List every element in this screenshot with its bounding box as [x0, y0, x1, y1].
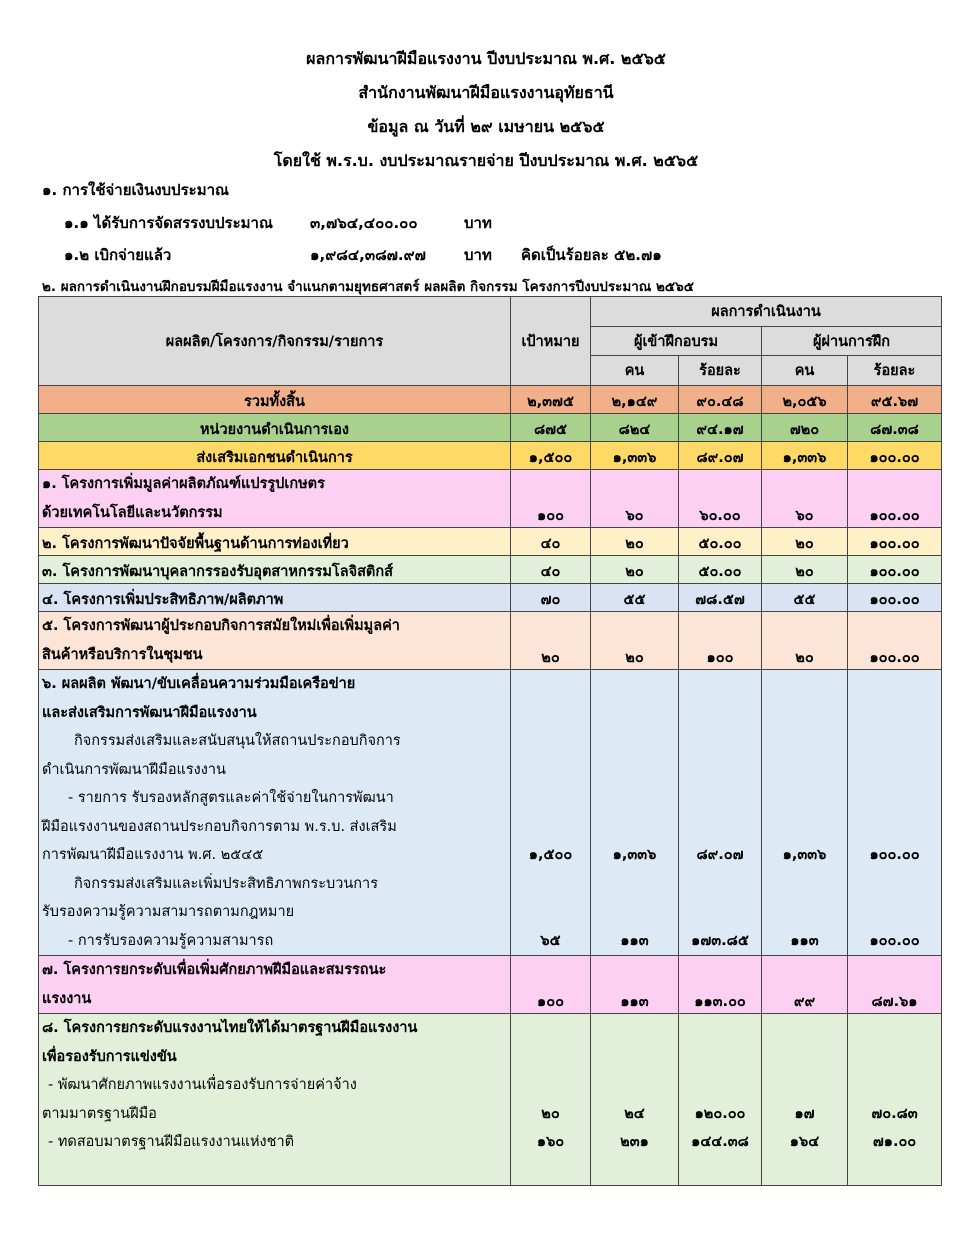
cell-trainees: ๘๒๔ — [591, 414, 679, 442]
cell-trainees-percent — [679, 670, 762, 956]
row-label-line: และส่งเสริมการพัฒนาฝีมือแรงงาน — [42, 704, 257, 721]
cell-value: ๑,๓๓๖ — [782, 847, 827, 863]
cell-target: ๑,๕๐๐ — [511, 442, 591, 470]
row-label-line: แรงงาน — [42, 990, 92, 1007]
header-passed-persons: คน — [762, 356, 848, 386]
header-trainees: ผู้เข้าฝึกอบรม — [591, 327, 762, 356]
cell-trainees-percent: ๙๐.๔๘ — [679, 386, 762, 414]
cell-trainees-percent — [679, 1014, 762, 1186]
row-label — [39, 1014, 511, 1186]
cell-trainees: ๒๐ — [591, 556, 679, 584]
cell-trainees: ๒๐ — [591, 612, 679, 670]
cell-passed: ๒,๐๕๖ — [762, 386, 848, 414]
cell-passed-percent: ๑๐๐.๐๐ — [848, 556, 942, 584]
data-date: ข้อมูล ณ วันที่ ๒๙ เมษายน ๒๕๖๕ — [367, 117, 605, 136]
table-row-project-2 — [39, 528, 942, 556]
cell-passed: ๙๙ — [762, 956, 848, 1014]
cell-trainees-percent: ๕๐.๐๐ — [679, 528, 762, 556]
row-label: ๓. โครงการพัฒนาบุคลากรรองรับอุตสาหกรรมโลจิสติกส์ — [39, 556, 511, 584]
row-label-line: เพื่อรองรับการแข่งขัน — [42, 1048, 177, 1065]
allocated-value: ๓,๗๖๔,๔๐๐.๐๐ — [310, 214, 418, 232]
cell-value: ๗๑.๐๐ — [872, 1134, 917, 1150]
cell-value: ๘๙.๐๗ — [696, 847, 744, 863]
row-label-line: ฝีมือแรงงานของสถานประกอบกิจการตาม พ.ร.บ. ส่งเสริม — [42, 818, 397, 835]
cell-passed: ๒๐ — [762, 612, 848, 670]
header-target: เป้าหมาย — [511, 297, 591, 386]
row-label — [39, 956, 511, 1014]
cell-value: ๑,๕๐๐ — [528, 847, 573, 863]
cell-passed: ๑,๓๓๖ — [762, 442, 848, 470]
row-label-line: ๕. โครงการพัฒนาผู้ประกอบกิจการสมัยใหม่เพื่อเพิ่มมูลค่า — [42, 618, 400, 634]
header-passed: ผู้ผ่านการฝึก — [762, 327, 942, 356]
cell-target: ๔๐ — [511, 556, 591, 584]
cell-value: ๒๐ — [541, 1105, 560, 1122]
row-label-line: กิจกรรมส่งเสริมและเพิ่มประสิทธิภาพกระบวนการ — [74, 875, 378, 892]
cell-passed-percent — [848, 670, 942, 956]
cell-target: ๘๗๕ — [511, 414, 591, 442]
row-label-line: - การรับรองความรู้ความสามารถ — [68, 932, 274, 949]
cell-passed: ๕๕ — [762, 584, 848, 612]
cell-value: ๑,๓๓๖ — [612, 847, 657, 863]
cell-target — [511, 670, 591, 956]
spent-unit: บาท — [464, 246, 492, 264]
cell-passed — [762, 670, 848, 956]
row-label: หน่วยงานดำเนินการเอง — [39, 414, 511, 442]
cell-value: ๑๗๓.๘๕ — [691, 932, 749, 949]
table-row-project-4 — [39, 584, 942, 612]
table-row-project-5 — [39, 612, 942, 670]
cell-trainees-percent: ๖๐.๐๐ — [679, 470, 762, 528]
table-row-self — [39, 414, 942, 442]
table-row-project-3 — [39, 556, 942, 584]
cell-trainees-percent: ๙๔.๑๗ — [679, 414, 762, 442]
header-trainees-percent: ร้อยละ — [679, 356, 762, 386]
cell-value: ๗๐.๘๓ — [871, 1105, 918, 1122]
row-label-line: ๖. ผลผลิต พัฒนา/ขับเคลื่อนความร่วมมือเครือข่าย — [42, 676, 356, 692]
cell-target: ๗๐ — [511, 584, 591, 612]
cell-target — [511, 1014, 591, 1186]
row-label — [39, 470, 511, 528]
header-passed-percent: ร้อยละ — [848, 356, 942, 386]
cell-trainees: ๒,๑๔๙ — [591, 386, 679, 414]
results-table — [38, 296, 942, 1186]
row-label: ส่งเสริมเอกชนดำเนินการ — [39, 442, 511, 470]
cell-trainees — [591, 1014, 679, 1186]
table-row-project-8 — [39, 1014, 942, 1186]
row-label-line: - รายการ รับรองหลักสูตรและค่าใช้จ่ายในการพัฒนา — [68, 790, 394, 806]
cell-value: ๒๓๑ — [620, 1134, 649, 1150]
cell-value: ๑๒๐.๐๐ — [694, 1105, 746, 1122]
row-label-line: - พัฒนาศักยภาพแรงงานเพื่อรองรับการจ่ายค่าจ้าง — [48, 1077, 357, 1093]
row-label: รวมทั้งสิ้น — [39, 386, 511, 414]
office-name: สำนักงานพัฒนาฝีมือแรงงานอุทัยธานี — [358, 83, 614, 102]
cell-passed-percent: ๑๐๐.๐๐ — [848, 584, 942, 612]
cell-passed: ๒๐ — [762, 528, 848, 556]
cell-value: ๑๑๓ — [790, 932, 819, 949]
row-label-line: ๘. โครงการยกระดับแรงงานไทยให้ได้มาตรฐานฝีมือแรงงาน — [42, 1020, 418, 1036]
table-row-total — [39, 386, 942, 414]
cell-value: ๑๗ — [794, 1105, 815, 1122]
row-label-line: ดำเนินการพัฒนาฝีมือแรงงาน — [42, 761, 226, 778]
cell-passed-percent: ๘๗.๓๘ — [848, 414, 942, 442]
cell-trainees-percent: ๑๑๓.๐๐ — [679, 956, 762, 1014]
table-row-promo — [39, 442, 942, 470]
row-label-line: สินค้าหรือบริการในชุมชน — [42, 646, 203, 663]
section2-heading: ๒. ผลการดำเนินงานฝึกอบรมฝีมือแรงงาน จำแนกตามยุทธศาสตร์ ผลผลิต กิจกรรม โครงการปีงบประมาณ ๒๕๖๕ — [42, 279, 694, 295]
cell-trainees-percent: ๘๙.๐๗ — [679, 442, 762, 470]
cell-value: ๑๖๔ — [789, 1134, 820, 1150]
header-trainees-persons: คน — [591, 356, 679, 386]
spent-value: ๑,๙๘๔,๓๘๗.๙๗ — [310, 246, 426, 264]
cell-target: ๒๐ — [511, 612, 591, 670]
cell-trainees: ๖๐ — [591, 470, 679, 528]
allocated-unit: บาท — [464, 214, 492, 232]
row-label-line: การพัฒนาฝีมือแรงงาน พ.ศ. ๒๕๔๕ — [42, 847, 264, 863]
row-label-line: ๗. โครงการยกระดับเพื่อเพิ่มศักยภาพฝีมือและสมรรถนะ — [42, 962, 387, 978]
cell-passed-percent — [848, 1014, 942, 1186]
cell-target: ๒,๓๗๕ — [511, 386, 591, 414]
cell-passed: ๒๐ — [762, 556, 848, 584]
cell-value: ๑๐๐.๐๐ — [869, 932, 920, 949]
cell-trainees: ๑๑๓ — [591, 956, 679, 1014]
cell-passed: ๗๒๐ — [762, 414, 848, 442]
budget-act-line: โดยใช้ พ.ร.บ. งบประมาณรายจ่าย ปีงบประมาณ พ.ศ. ๒๕๖๕ — [273, 151, 699, 170]
cell-trainees: ๑,๓๓๖ — [591, 442, 679, 470]
cell-trainees-percent: ๑๐๐ — [679, 612, 762, 670]
cell-value: ๑๐๐.๐๐ — [869, 847, 920, 863]
row-label-line: ด้วยเทคโนโลยีและนวัตกรรม — [42, 504, 223, 521]
spent-label: ๑.๒ เบิกจ่ายแล้ว — [64, 246, 172, 264]
row-label — [39, 612, 511, 670]
row-label-line: กิจกรรมส่งเสริมและสนับสนุนให้สถานประกอบกิจการ — [74, 733, 401, 749]
cell-trainees — [591, 670, 679, 956]
cell-trainees-percent: ๕๐.๐๐ — [679, 556, 762, 584]
cell-passed-percent: ๘๗.๖๑ — [848, 956, 942, 1014]
cell-value: ๑๖๐ — [536, 1134, 565, 1150]
cell-passed-percent: ๑๐๐.๐๐ — [848, 612, 942, 670]
table-row-project-7 — [39, 956, 942, 1014]
cell-trainees: ๕๕ — [591, 584, 679, 612]
row-label — [39, 670, 511, 956]
header-item: ผลผลิต/โครงการ/กิจกรรม/รายการ — [39, 297, 511, 386]
cell-target: ๑๐๐ — [511, 956, 591, 1014]
spent-percent: คิดเป็นร้อยละ ๕๒.๗๑ — [521, 246, 662, 264]
cell-trainees: ๒๐ — [591, 528, 679, 556]
cell-value: ๖๕ — [540, 932, 561, 949]
cell-target: ๔๐ — [511, 528, 591, 556]
row-label-line: ตามมาตรฐานฝีมือ — [42, 1105, 157, 1122]
cell-passed-percent: ๑๐๐.๐๐ — [848, 528, 942, 556]
cell-value: ๒๔ — [624, 1105, 645, 1122]
report-title: ผลการพัฒนาฝีมือแรงงาน ปีงบประมาณ พ.ศ. ๒๕๖๕ — [306, 49, 666, 68]
cell-target: ๑๐๐ — [511, 470, 591, 528]
table-row-project-1 — [39, 470, 942, 528]
row-label: ๔. โครงการเพิ่มประสิทธิภาพ/ผลิตภาพ — [39, 584, 511, 612]
row-label: ๒. โครงการพัฒนาปัจจัยพื้นฐานด้านการท่องเที่ยว — [39, 528, 511, 556]
cell-passed: ๖๐ — [762, 470, 848, 528]
cell-passed-percent: ๑๐๐.๐๐ — [848, 470, 942, 528]
cell-value: ๑๔๔.๓๘ — [691, 1134, 749, 1150]
table-row-project-6 — [39, 670, 942, 956]
row-label-line: รับรองความรู้ความสามารถตามกฎหมาย — [42, 904, 295, 920]
allocated-label: ๑.๑ ได้รับการจัดสรรงบประมาณ — [64, 214, 273, 232]
row-label-line: ๑. โครงการเพิ่มมูลค่าผลิตภัณฑ์แปรรูปเกษตร — [42, 476, 325, 492]
cell-passed-percent: ๑๐๐.๐๐ — [848, 442, 942, 470]
budget-heading: ๑. การใช้จ่ายเงินงบประมาณ — [42, 181, 229, 199]
header-results: ผลการดำเนินงาน — [591, 297, 942, 327]
cell-passed — [762, 1014, 848, 1186]
row-label-line: - ทดสอบมาตรฐานฝีมือแรงงานแห่งชาติ — [48, 1134, 295, 1150]
cell-passed-percent: ๙๕.๖๗ — [848, 386, 942, 414]
cell-trainees-percent: ๗๘.๕๗ — [679, 584, 762, 612]
cell-value: ๑๑๓ — [620, 932, 649, 949]
